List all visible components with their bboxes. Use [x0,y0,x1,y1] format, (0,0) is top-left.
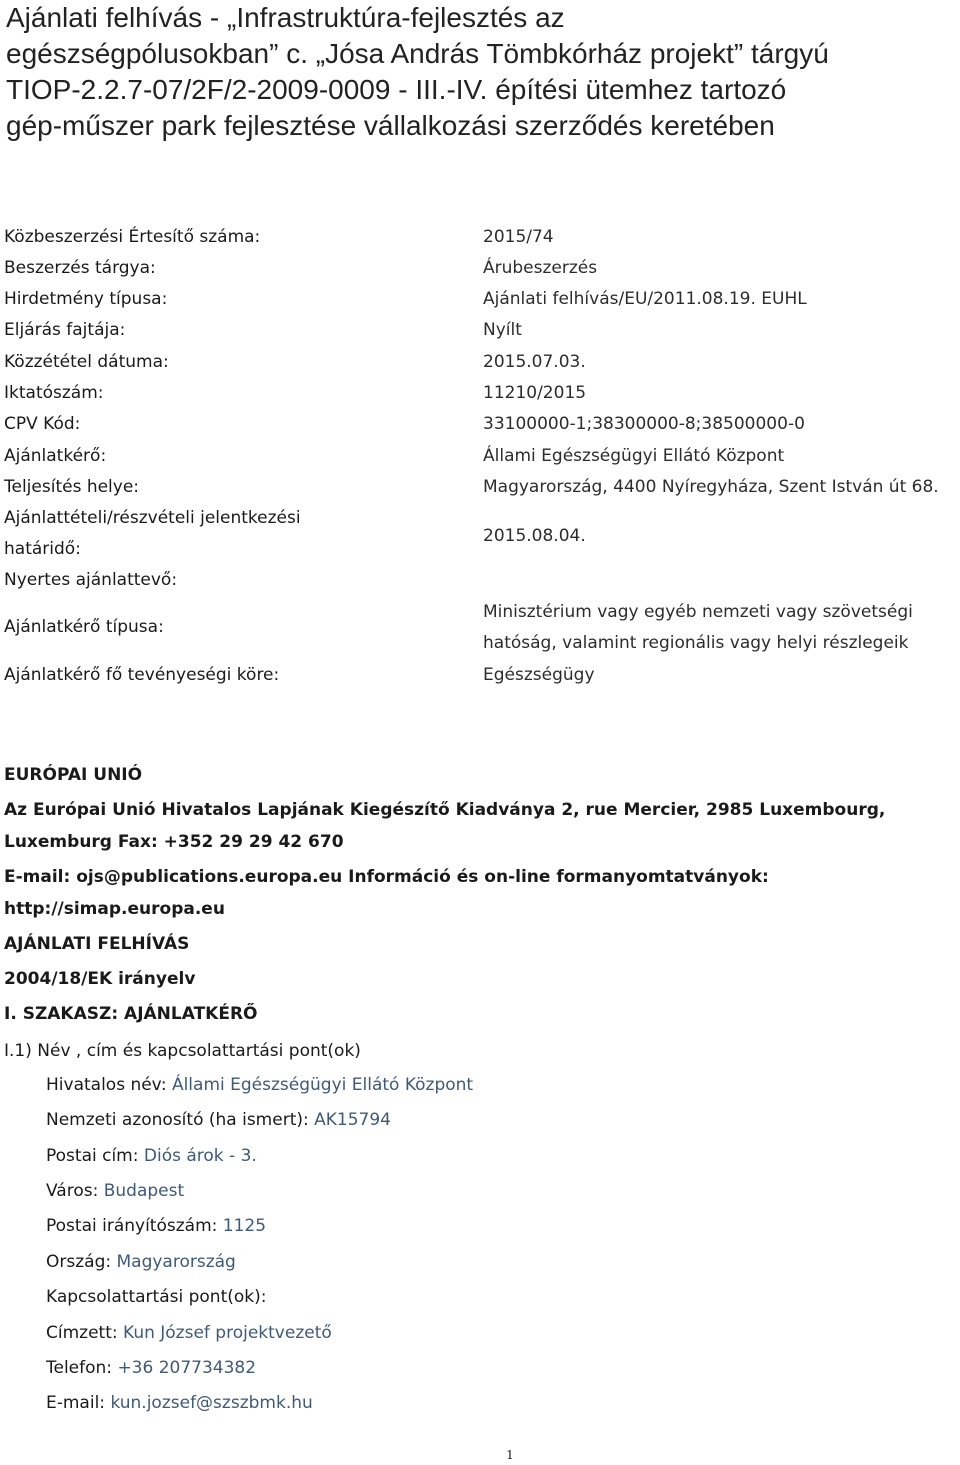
subsection-title: I.1) Név , cím és kapcsolattartási pont(ok) [4,1041,361,1061]
contact-line [46,1353,256,1383]
info-value: Árubeszerzés [483,258,598,278]
info-label: Beszerzés tárgya: [4,258,156,278]
contact-line [46,1141,257,1171]
contact-label: Postai cím: [46,1146,139,1166]
info-value: Magyarország, 4400 Nyíregyháza, Szent István út 68. [483,477,939,497]
info-row [4,315,960,345]
notice-title: AJÁNLATI FELHÍVÁS [4,934,190,954]
title-line: TIOP-2.2.7-07/2F/2-2009-0009 - III.-IV. építési ütemhez tartozó [6,74,787,105]
contact-value: Magyarország [116,1252,236,1272]
info-label: határidő: [4,539,81,559]
contact-label: Kapcsolattartási pont(ok): [46,1287,267,1307]
info-label: Iktatószám: [4,383,104,403]
contact-label: Telefon: [46,1358,113,1378]
info-value: Állami Egészségügyi Ellátó Központ [483,446,785,466]
contact-line [46,1105,391,1135]
title-line: egészségpólusokban” c. „Jósa András Tömbkórház projekt” tárgyú [6,38,829,69]
contact-label: Hivatalos név: [46,1075,167,1095]
info-row [4,347,960,377]
info-value: 11210/2015 [483,383,587,403]
info-value: hatóság, valamint regionális vagy helyi részlegeik [483,633,909,653]
info-row [4,472,960,502]
info-label: Ajánlattételi/részvételi jelentkezési [4,508,301,528]
info-row [4,222,960,252]
contact-label: Címzett: [46,1323,118,1343]
info-label: Közbeszerzési Értesítő száma: [4,227,261,247]
contact-line [46,1070,473,1100]
info-label: Eljárás fajtája: [4,320,126,340]
supplement-line: Luxemburg Fax: +352 29 29 42 670 [4,832,344,852]
contact-line [46,1282,266,1312]
contact-line [46,1247,236,1277]
contact-value: 1125 [222,1216,267,1236]
contact-line [46,1176,184,1206]
supplement-line: Az Európai Unió Hivatalos Lapjának Kiegészítő Kiadványa 2, rue Mercier, 2985 Luxembourg, [4,800,886,820]
info-value: Minisztérium vagy egyéb nemzeti vagy szövetségi [483,602,913,622]
document-title [6,0,956,144]
info-row [4,597,960,659]
info-row [4,441,960,471]
info-label: CPV Kód: [4,414,81,434]
contact-line [46,1211,266,1241]
contact-value: Kun József projektvezető [123,1323,332,1343]
info-label: Teljesítés helye: [4,477,140,497]
contact-label: E-mail: [46,1393,106,1413]
contact-line [46,1318,332,1348]
info-value: 2015.07.03. [483,352,586,372]
section-title: I. SZAKASZ: AJÁNLATKÉRŐ [4,1004,258,1024]
info-label: Hirdetmény típusa: [4,289,168,309]
info-row [4,565,960,595]
contact-value: +36 207734382 [117,1358,257,1378]
info-row [4,284,960,314]
contact-value: kun.jozsef@szszbmk.hu [110,1393,313,1413]
info-value: Egészségügy [483,665,595,685]
contact-value: Diós árok - 3. [143,1146,257,1166]
contact-value: Állami Egészségügyi Ellátó Központ [171,1075,474,1095]
contact-label: Város: [46,1181,99,1201]
info-value: 33100000-1;38300000-8;38500000-0 [483,414,805,434]
info-value: 2015/74 [483,227,554,247]
directive: 2004/18/EK irányelv [4,969,196,989]
info-row [4,409,960,439]
contact-line [46,1388,313,1418]
info-value: 2015.08.04. [483,526,586,546]
email-info-line: E-mail: ojs@publications.europa.eu Információ és on-line formanyomtatványok: [4,867,769,887]
info-label: Ajánlatkérő: [4,446,107,466]
contact-label: Nemzeti azonosító (ha ismert): [46,1110,309,1130]
contact-label: Postai irányítószám: [46,1216,218,1236]
info-value: Nyílt [483,320,522,340]
info-value: Ajánlati felhívás/EU/2011.08.19. EUHL [483,289,807,309]
website-line: http://simap.europa.eu [4,899,225,919]
info-row [4,378,960,408]
contact-label: Ország: [46,1252,112,1272]
page-number: 1 [506,1448,514,1462]
info-row [4,503,960,565]
info-label: Ajánlatkérő fő tevényeségi köre: [4,665,280,685]
info-row [4,253,960,283]
info-label: Közzététel dátuma: [4,352,169,372]
eu-heading: EURÓPAI UNIÓ [4,765,143,785]
title-line: Ajánlati felhívás - „Infrastruktúra-fejlesztés az [6,2,565,33]
info-row [4,660,960,690]
info-label: Nyertes ajánlattevő: [4,570,178,590]
title-line: gép-műszer park fejlesztése vállalkozási szerződés keretében [6,110,775,141]
info-label: Ajánlatkérő típusa: [4,617,164,637]
contact-value: Budapest [103,1181,185,1201]
contact-value: AK15794 [314,1110,391,1130]
